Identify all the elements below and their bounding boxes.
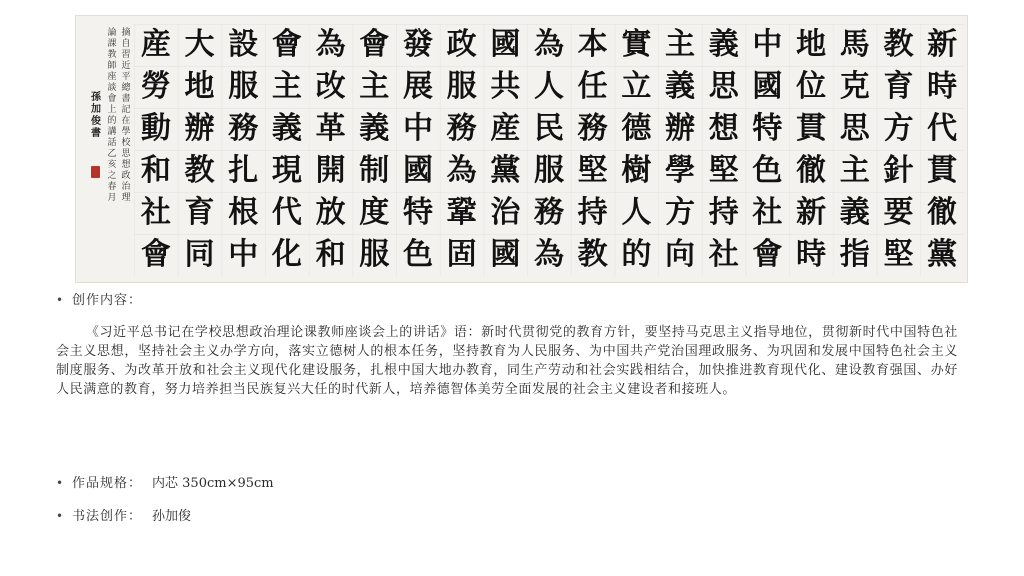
- calligraphy-character: 教: [883, 27, 914, 62]
- calligraphy-character: 和: [140, 153, 171, 188]
- calligraphy-character: 位: [796, 69, 827, 104]
- calligraphy-character: 義: [359, 111, 390, 146]
- calligraphy-character: 為: [446, 153, 477, 188]
- calligraphy-character: 代: [271, 195, 302, 230]
- calligraphy-character: 動: [140, 111, 171, 146]
- calligraphy-character: 政: [446, 27, 477, 62]
- calligraphy-character: 黨: [490, 153, 521, 188]
- calligraphy-character: 馬: [839, 27, 870, 62]
- calligraphy-character: 度: [359, 195, 390, 230]
- calligraphy-character: 辦: [665, 111, 696, 146]
- calligraphy-character: 持: [708, 195, 739, 230]
- calligraphy-character: 主: [359, 69, 390, 104]
- calligraphy-character: 現: [271, 153, 302, 188]
- calligraphy-character: 為: [315, 27, 346, 62]
- calligraphy-character: 育: [184, 195, 215, 230]
- calligraphy-character: 為: [533, 27, 564, 62]
- calligraphy-character: 社: [140, 195, 171, 230]
- inscription-line-2: 論課教師座談會上的講話乙亥之春月: [107, 28, 117, 203]
- calligraphy-character: 教: [577, 237, 608, 272]
- calligraphy-character: 主: [839, 153, 870, 188]
- calligraphy-character: 地: [184, 69, 215, 104]
- calligraphy-character: 育: [883, 69, 914, 104]
- calligraphy-character: 勞: [140, 69, 171, 104]
- calligraphy-character: 會: [359, 27, 390, 62]
- author-label: 书法创作：: [72, 509, 143, 524]
- calligraphy-character: 産: [490, 111, 521, 146]
- calligraphy-character: 德: [621, 111, 652, 146]
- calligraphy-character: 務: [228, 111, 259, 146]
- calligraphy-character: 革: [315, 111, 346, 146]
- calligraphy-character: 根: [228, 195, 259, 230]
- calligraphy-character: 代: [927, 111, 958, 146]
- red-seal-stamp: [91, 166, 100, 178]
- calligraphy-character: 義: [665, 69, 696, 104]
- calligraphy-character: 新: [927, 27, 958, 62]
- calligraphy-character: 徹: [927, 195, 958, 230]
- calligraphy-character: 要: [883, 195, 914, 230]
- calligraphy-character: 克: [839, 69, 870, 104]
- calligraphy-character: 義: [271, 111, 302, 146]
- calligraphy-character: 地: [796, 27, 827, 62]
- calligraphy-character: 中: [752, 27, 783, 62]
- calligraphy-character: 貫: [796, 111, 827, 146]
- calligraphy-character: 思: [839, 111, 870, 146]
- calligraphy-character: 社: [752, 195, 783, 230]
- calligraphy-character: 服: [533, 153, 564, 188]
- calligraphy-character: 堅: [883, 237, 914, 272]
- content-label: 创作内容：: [72, 293, 143, 308]
- calligraphy-character: 色: [402, 237, 433, 272]
- calligraphy-character: 國: [402, 153, 433, 188]
- calligraphy-character: 放: [315, 195, 346, 230]
- calligraphy-character: 色: [752, 153, 783, 188]
- calligraphy-character: 思: [708, 69, 739, 104]
- calligraphy-character: 産: [140, 27, 171, 62]
- calligraphy-character: 立: [621, 69, 652, 104]
- calligraphy-character: 人: [533, 69, 564, 104]
- author-value: 孙加俊: [152, 509, 192, 524]
- bullet-icon: •: [56, 476, 64, 490]
- inscription-line-1: 摘自習近平總書記在學校思想政治理: [121, 28, 131, 203]
- calligraphy-character: 服: [359, 237, 390, 272]
- calligraphy-character: 社: [708, 237, 739, 272]
- calligraphy-character: 實: [621, 27, 652, 62]
- artist-signature: 孫加俊書: [91, 92, 101, 139]
- calligraphy-character: 發: [402, 27, 433, 62]
- calligraphy-character: 制: [359, 153, 390, 188]
- calligraphy-character: 服: [446, 69, 477, 104]
- calligraphy-character: 人: [621, 195, 652, 230]
- calligraphy-character: 辦: [184, 111, 215, 146]
- spec-row: [56, 472, 274, 491]
- calligraphy-character: 共: [490, 69, 521, 104]
- calligraphy-character: 會: [752, 237, 783, 272]
- calligraphy-character: 治: [490, 195, 521, 230]
- calligraphy-character: 新: [796, 195, 827, 230]
- calligraphy-character: 開: [315, 153, 346, 188]
- calligraphy-character: 服: [228, 69, 259, 104]
- calligraphy-character: 貫: [927, 153, 958, 188]
- calligraphy-character: 方: [883, 111, 914, 146]
- calligraphy-character: 務: [446, 111, 477, 146]
- calligraphy-character: 教: [184, 153, 215, 188]
- calligraphy-character: 義: [839, 195, 870, 230]
- calligraphy-character: 任: [577, 69, 608, 104]
- spec-label: 作品规格：: [72, 476, 143, 491]
- calligraphy-character: 化: [271, 237, 302, 272]
- calligraphy-character: 持: [577, 195, 608, 230]
- calligraphy-character: 時: [927, 69, 958, 104]
- calligraphy-character: 國: [490, 237, 521, 272]
- calligraphy-character: 的: [621, 237, 652, 272]
- calligraphy-text-grid: [134, 24, 964, 276]
- calligraphy-character: 主: [665, 27, 696, 62]
- spec-value: 内芯 350cm×95cm: [152, 476, 274, 491]
- calligraphy-character: 同: [184, 237, 215, 272]
- calligraphy-character: 大: [184, 27, 215, 62]
- calligraphy-character: 義: [708, 27, 739, 62]
- calligraphy-character: 會: [271, 27, 302, 62]
- calligraphy-character: 時: [796, 237, 827, 272]
- calligraphy-character: 特: [402, 195, 433, 230]
- calligraphy-character: 中: [402, 111, 433, 146]
- content-paragraph: 《习近平总书记在学校思想政治理论课教师座谈会上的讲话》语：新时代贯彻党的教育方针，要坚持马克思主义指导地位，贯彻新时代中国特色社会主义思想，坚持社会主义办学方向，落实立德树人的根本任务，坚持教育为人民服务、为中国共产党治国理政服务、为巩固和发展中国特色社会主义制度服务、为改革开放和社会主义现代化建设服务，扎根中国大地办教育，同生产劳动和社会实践相结合，加快推进教育现代化、建设教育强国、办好人民满意的教育，努力培养担当民族复兴大任的时代新人，培养德智体美劳全面发展的社会主义建设者和接班人。: [56, 325, 958, 397]
- calligraphy-character: 堅: [577, 153, 608, 188]
- calligraphy-character: 方: [665, 195, 696, 230]
- calligraphy-character: 鞏: [446, 195, 477, 230]
- calligraphy-character: 向: [665, 237, 696, 272]
- calligraphy-character: 務: [533, 195, 564, 230]
- bullet-icon: •: [56, 509, 64, 523]
- calligraphy-character: 指: [839, 237, 870, 272]
- author-row: [56, 505, 191, 524]
- calligraphy-character: 特: [752, 111, 783, 146]
- bullet-icon: •: [56, 293, 64, 307]
- calligraphy-character: 本: [577, 27, 608, 62]
- calligraphy-character: 學: [665, 153, 696, 188]
- calligraphy-character: 會: [140, 237, 171, 272]
- calligraphy-character: 樹: [621, 153, 652, 188]
- calligraphy-character: 國: [752, 69, 783, 104]
- calligraphy-character: 務: [577, 111, 608, 146]
- calligraphy-character: 針: [883, 153, 914, 188]
- calligraphy-character: 黨: [927, 237, 958, 272]
- calligraphy-character: 徹: [796, 153, 827, 188]
- calligraphy-character: 主: [271, 69, 302, 104]
- content-heading-row: [56, 289, 142, 308]
- calligraphy-character: 固: [446, 237, 477, 272]
- calligraphy-character: 國: [490, 27, 521, 62]
- calligraphy-character: 想: [708, 111, 739, 146]
- calligraphy-character: 為: [533, 237, 564, 272]
- calligraphy-character: 改: [315, 69, 346, 104]
- calligraphy-character: 扎: [228, 153, 259, 188]
- calligraphy-character: 和: [315, 237, 346, 272]
- calligraphy-character: 堅: [708, 153, 739, 188]
- calligraphy-character: 民: [533, 111, 564, 146]
- calligraphy-character: 設: [228, 27, 259, 62]
- calligraphy-artwork: [75, 15, 968, 283]
- calligraphy-character: 展: [402, 69, 433, 104]
- calligraphy-character: 中: [228, 237, 259, 272]
